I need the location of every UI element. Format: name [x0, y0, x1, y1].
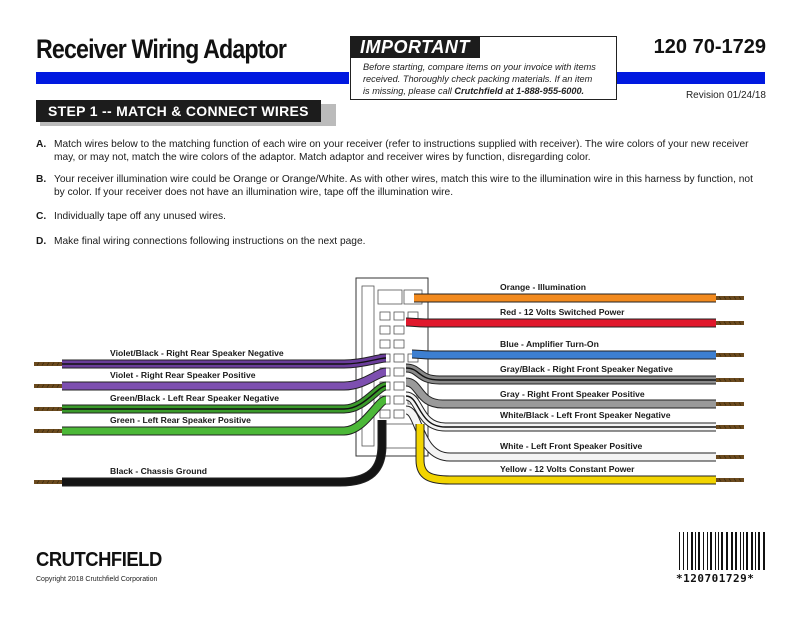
wire-left-0: [62, 358, 386, 364]
barcode-bar: [740, 532, 741, 570]
wire-insulation: [406, 322, 716, 323]
barcode-bar: [715, 532, 716, 570]
wire-label-left-3: Green - Left Rear Speaker Positive: [110, 415, 251, 425]
wire-tip: [34, 408, 62, 411]
wire-tip: [716, 354, 744, 357]
wire-insulation: [412, 354, 716, 355]
important-line-2: received. Thoroughly check packing materials. If an item: [363, 74, 593, 84]
instruction-letter: D.: [36, 236, 47, 247]
wire-label-left-4: Black - Chassis Ground: [110, 466, 207, 476]
wire-label-left-2: Green/Black - Left Rear Speaker Negative: [110, 393, 280, 403]
barcode-bar: [687, 532, 688, 570]
barcode-bar: [718, 532, 719, 570]
wire-right-1: [406, 322, 716, 323]
barcode-bar: [710, 532, 712, 570]
wire-tip: [716, 426, 744, 429]
barcode-bar: [735, 532, 737, 570]
wire-label-right-4: Gray - Right Front Speaker Positive: [500, 389, 645, 399]
barcode-bar: [743, 532, 744, 570]
wire-tip: [716, 379, 744, 382]
revision-date: Revision 01/24/18: [685, 90, 766, 101]
barcode-bar: [707, 532, 708, 570]
barcode-bar: [679, 532, 680, 570]
instruction-text: Individually tape off any unused wires.: [54, 211, 226, 222]
part-number: 120 70-1729: [653, 36, 766, 58]
wire-tip: [716, 322, 744, 325]
barcode-bar: [695, 532, 696, 570]
wire-label-left-0: Violet/Black - Right Rear Speaker Negative: [110, 348, 284, 358]
barcode-bar: [683, 532, 684, 570]
barcode-bar: [721, 532, 723, 570]
barcode-bar: [703, 532, 704, 570]
barcode-bar: [691, 532, 693, 570]
wire-insulation: [62, 358, 386, 364]
instruction-text: Your receiver illumination wire could be Orange or Orange/White. As with other wires, match this wire to the illumination wire in this harness by function, not by color. If your receiver does not have an illumination wire, tape off the illumination wire.: [54, 174, 753, 198]
important-phone: Crutchfield at 1-888-955-6000.: [454, 86, 585, 96]
copyright: Copyright 2018 Crutchfield Corporation: [36, 576, 158, 583]
barcode-bar: [755, 532, 756, 570]
wire-tip: [716, 297, 744, 300]
barcode-bar: [751, 532, 753, 570]
barcode-number: *120701729*: [676, 572, 755, 585]
wire-label-right-5: White/Black - Left Front Speaker Negative: [500, 410, 671, 420]
wire-right-2: [412, 354, 716, 355]
wire-tip: [716, 403, 744, 406]
wire-tip: [716, 456, 744, 459]
important-line-1: Before starting, compare items on your invoice with items: [363, 62, 596, 72]
barcode-bar: [763, 532, 765, 570]
wire-tip: [716, 479, 744, 482]
wire-label-right-6: White - Left Front Speaker Positive: [500, 441, 643, 451]
wire-tip: [34, 430, 62, 433]
step-heading: STEP 1 -- MATCH & CONNECT WIRES: [36, 100, 321, 122]
wire-label-left-1: Violet - Right Rear Speaker Positive: [110, 370, 256, 380]
instruction-letter: A.: [36, 139, 47, 150]
wire-label-right-2: Blue - Amplifier Turn-On: [500, 339, 599, 349]
wire-tip: [34, 385, 62, 388]
wire-label-right-1: Red - 12 Volts Switched Power: [500, 307, 625, 317]
important-label: IMPORTANT: [350, 36, 480, 58]
crutchfield-logo: CRUTCHFIELD: [36, 549, 162, 571]
barcode-bar: [731, 532, 733, 570]
wire-tip: [34, 481, 62, 484]
instruction-text: Match wires below to the matching function of each wire on your receiver (refer to instructions supplied with receiver). The wire colors of your new receiver may, or may not, match the wire colors of the adaptor. Match adaptor and receiver wires by function, disregarding color.: [54, 139, 749, 163]
wire-label-right-7: Yellow - 12 Volts Constant Power: [500, 464, 635, 474]
barcode: [678, 532, 770, 570]
barcode-bar: [726, 532, 728, 570]
wire-label-right-3: Gray/Black - Right Front Speaker Negative: [500, 364, 673, 374]
instruction-letter: C.: [36, 211, 47, 222]
barcode-bar: [746, 532, 748, 570]
important-line-3-prefix: is missing, please call: [363, 86, 455, 96]
wire-label-right-0: Orange - Illumination: [500, 282, 586, 292]
wire-tip: [34, 363, 62, 366]
page-title: Receiver Wiring Adaptor: [36, 34, 287, 64]
barcode-bar: [698, 532, 700, 570]
instruction-text: Make final wiring connections following instructions on the next page.: [54, 236, 366, 247]
instruction-letter: B.: [36, 174, 47, 185]
barcode-bar: [758, 532, 760, 570]
